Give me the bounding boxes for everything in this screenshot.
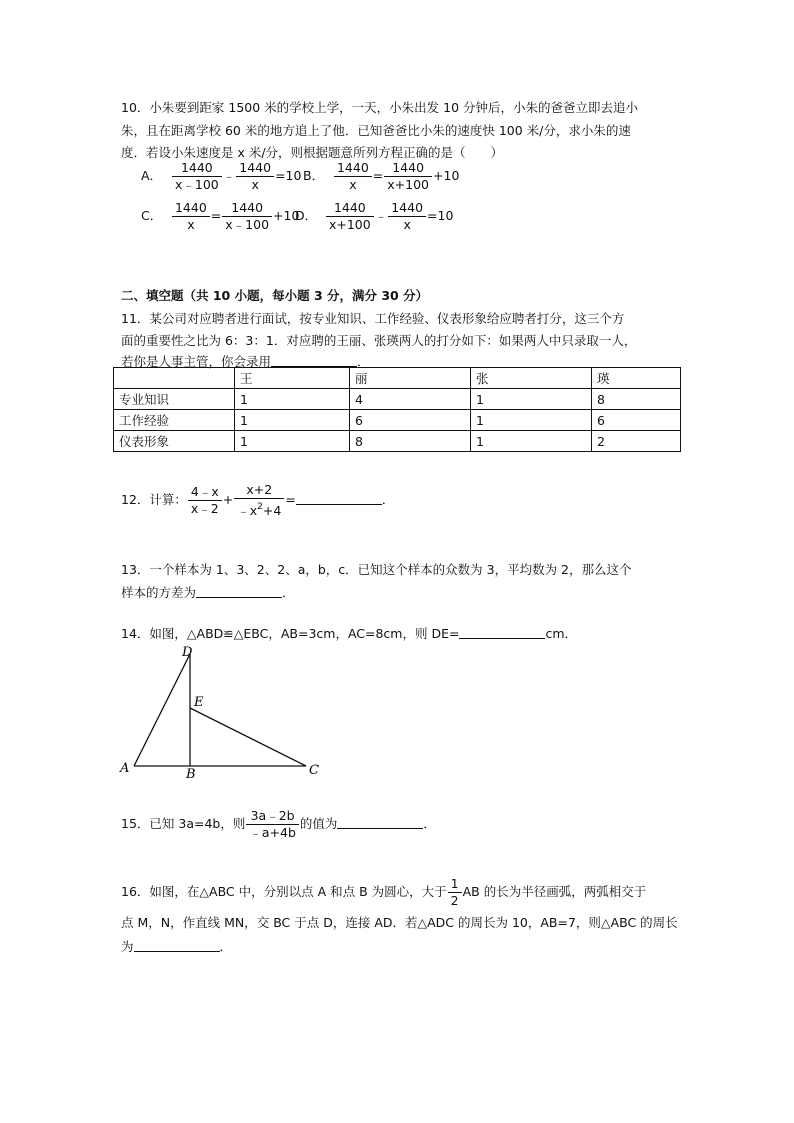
q16-line1: 16．如图，在△ABC 中，分别以点 A 和点 B 为圆心，大于 $\frac{1}{2}$ AB 的长为半径画弧，两弧相交于	[121, 876, 647, 908]
table-header-cell: 丽	[350, 368, 471, 389]
table-cell: 专业知识	[114, 389, 235, 410]
answer-blank[interactable]	[296, 492, 382, 505]
table-cell: 1	[235, 389, 350, 410]
fraction: $\frac{1440}{x﹣100}$	[222, 200, 272, 233]
q13-line1: 13．一个样本为 1、3、2、2、a，b，c．已知这个样本的众数为 3，平均数为 2，那么这个	[121, 562, 632, 577]
fraction: $\frac{3a﹣2b}{﹣a+4b}$	[246, 808, 299, 841]
q10-line3: 度．若设小朱速度是 x 米/分，则根据题意所列方程正确的是（ ）	[121, 145, 504, 160]
answer-blank[interactable]	[459, 626, 545, 639]
fraction: $\frac{1}{2}$	[448, 876, 462, 909]
label-e: E	[194, 695, 204, 710]
label-b: B	[186, 767, 196, 780]
table-header-cell	[114, 368, 235, 389]
q10-option-b[interactable]: B． $\frac{1440}{x}$ = $\frac{1440}{x+100}$ +10	[303, 160, 460, 192]
table-cell: 6	[592, 410, 681, 431]
fraction: $\frac{x+2}{﹣x^2+4}$	[234, 482, 284, 519]
q15-line: 15．已知 3a=4b，则 $\frac{3a﹣2b}{﹣a+4b}$ 的值为 ．	[121, 808, 436, 840]
table-header-cell: 王	[235, 368, 350, 389]
triangle-figure	[110, 640, 330, 780]
table-cell: 8	[350, 431, 471, 452]
answer-blank[interactable]	[134, 939, 220, 952]
q10-option-d[interactable]: D． $\frac{1440}{x+100}$ ﹣ $\frac{1440}{x}$ =10	[295, 200, 454, 232]
table-row	[114, 410, 681, 431]
table-cell: 1	[235, 410, 350, 431]
q11-line1: 11．某公司对应聘者进行面试，按专业知识、工作经验、仪表形象给应聘者打分，这三个方	[121, 311, 625, 326]
segment-ad	[134, 654, 190, 766]
fraction: $\frac{4﹣x}{x﹣2}$	[188, 484, 222, 517]
table-cell: 工作经验	[114, 410, 235, 431]
table-cell: 1	[235, 431, 350, 452]
fraction: $\frac{1440}{x}$	[388, 200, 426, 233]
answer-blank[interactable]	[271, 354, 357, 367]
q10-option-c[interactable]: C． $\frac{1440}{x}$ = $\frac{1440}{x﹣100}$ +10	[141, 200, 300, 232]
score-table	[113, 367, 681, 452]
q10-option-a[interactable]: A． $\frac{1440}{x﹣100}$ ﹣ $\frac{1440}{x}$ =10	[141, 160, 302, 192]
q10-line1: 10．小朱要到距家 1500 米的学校上学，一天，小朱出发 10 分钟后，小朱的爸爸立即去追小	[121, 100, 639, 115]
q16-line2: 点 M，N，作直线 MN，交 BC 于点 D，连接 AD．若△ADC 的周长为 10，AB=7，则△ABC 的周长	[121, 915, 678, 930]
q11-line3: 若你是人事主管，你会录用 ．	[121, 354, 370, 369]
table-cell: 2	[592, 431, 681, 452]
fraction: $\frac{1440}{x}$	[172, 200, 210, 233]
table-cell: 8	[592, 389, 681, 410]
answer-blank[interactable]	[196, 585, 282, 598]
q16-line3: 为 ．	[121, 939, 233, 954]
fraction: $\frac{1440}{x+100}$	[384, 160, 432, 193]
q11-line2: 面的重要性之比为 6：3：1．对应聘的王丽、张瑛两人的打分如下：如果两人中只录取一人，	[121, 333, 637, 348]
table-cell: 仪表形象	[114, 431, 235, 452]
label-c: C	[309, 763, 319, 778]
section-heading: 二、填空题（共 10 小题，每小题 3 分，满分 30 分）	[121, 288, 429, 303]
table-cell: 6	[350, 410, 471, 431]
table-cell: 4	[350, 389, 471, 410]
fraction: $\frac{1440}{x}$	[236, 160, 274, 193]
table-cell: 1	[471, 389, 592, 410]
label-a: A	[120, 761, 130, 776]
fraction: $\frac{1440}{x+100}$	[326, 200, 374, 233]
fraction: $\frac{1440}{x﹣100}$	[172, 160, 222, 193]
answer-blank[interactable]	[337, 816, 423, 829]
q12-line: 12．计算： $\frac{4﹣x}{x﹣2}$ + $\frac{x+2}{﹣x^2+4}$ = ．	[121, 482, 395, 518]
table-row	[114, 431, 681, 452]
table-header-row	[114, 368, 681, 389]
table-header-cell: 瑛	[592, 368, 681, 389]
table-header-cell: 张	[471, 368, 592, 389]
label-d: D	[182, 645, 193, 660]
table-row	[114, 389, 681, 410]
table-cell: 1	[471, 431, 592, 452]
segment-ec	[190, 708, 306, 766]
fraction: $\frac{1440}{x}$	[334, 160, 372, 193]
q14-line: 14．如图，△ABD≌△EBC，AB=3cm，AC=8cm，则 DE= cm．	[121, 626, 578, 641]
q13-line2: 样本的方差为 ．	[121, 585, 295, 600]
q10-line2: 朱，且在距离学校 60 米的地方追上了他．已知爸爸比小朱的速度快 100 米/分，求小朱的速	[121, 123, 631, 138]
table-cell: 1	[471, 410, 592, 431]
